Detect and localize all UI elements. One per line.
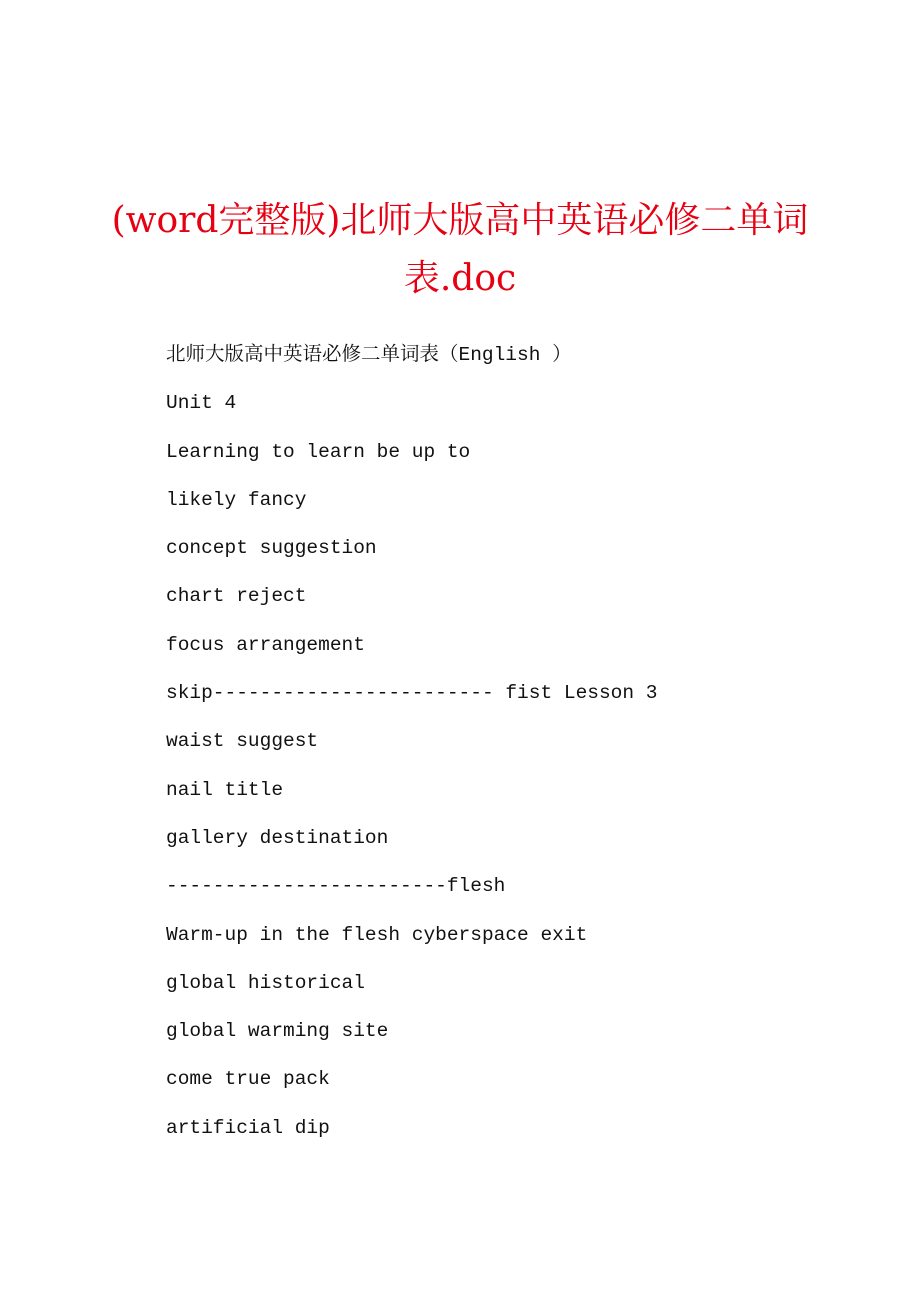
text-line: waist suggest — [166, 730, 319, 753]
word-list — [166, 338, 886, 1159]
text-line: likely fancy — [166, 488, 307, 511]
text-line: nail title — [166, 778, 284, 801]
text-line: concept suggestion — [166, 537, 377, 560]
text-line: 北师大版高中英语必修二单词表（English ） — [166, 344, 572, 366]
text-line: skip------------------------ fist Lesson 3 — [166, 682, 658, 705]
text-line: chart reject — [166, 585, 307, 608]
text-line: global historical — [166, 971, 365, 994]
text-line: Warm-up in the flesh cyberspace exit — [166, 923, 588, 946]
text-line: artificial dip — [166, 1116, 330, 1139]
text-line: global warming site — [166, 1020, 389, 1043]
text-line: focus arrangement — [166, 633, 365, 656]
text-line: Unit 4 — [166, 392, 237, 415]
text-line: Learning to learn be up to — [166, 440, 471, 463]
document-title: (word完整版)北师大版高中英语必修二单词表.doc — [111, 200, 809, 299]
text-line: come true pack — [166, 1068, 330, 1091]
text-line: ------------------------flesh — [166, 875, 506, 898]
text-line: gallery destination — [166, 826, 389, 849]
